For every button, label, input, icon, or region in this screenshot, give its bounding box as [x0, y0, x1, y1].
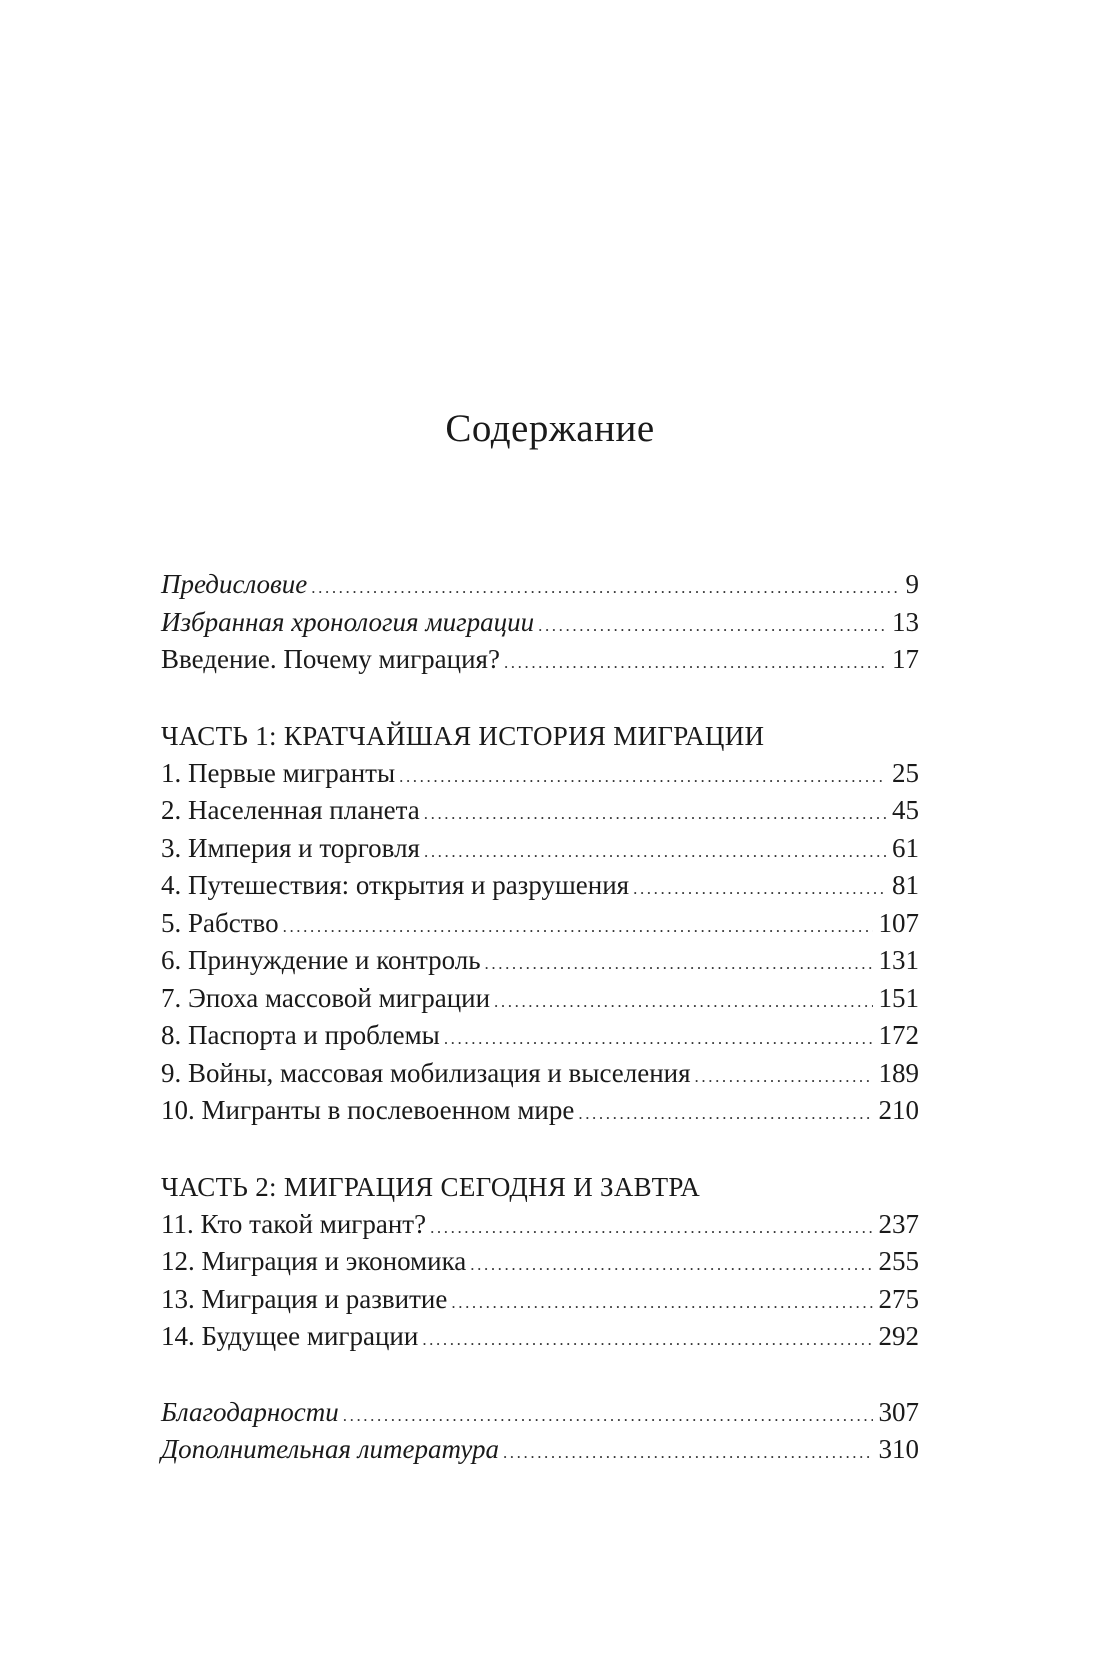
dot-leader — [311, 569, 899, 607]
toc-entry-chapter-9 — [161, 1055, 919, 1093]
front-matter-section — [161, 566, 919, 679]
toc-entry-preface — [161, 566, 919, 604]
toc-entry-chapter-1 — [161, 755, 919, 793]
toc-entry-page: 107 — [878, 907, 919, 938]
dot-leader — [695, 1058, 873, 1096]
toc-entry-label: 12. Миграция и экономика — [161, 1246, 467, 1276]
toc-entry-page: 172 — [878, 1020, 919, 1050]
toc-entry-chapter-13 — [161, 1281, 919, 1319]
dot-leader — [494, 983, 872, 1021]
toc-entry-page: 292 — [878, 1321, 919, 1351]
dot-leader — [444, 1020, 873, 1058]
toc-entry-page: 310 — [878, 1434, 919, 1464]
dot-leader — [504, 644, 886, 682]
toc-entry-acknowledgements — [161, 1394, 919, 1432]
dot-leader — [503, 1434, 873, 1472]
toc-entry-chapter-5 — [161, 905, 919, 943]
dot-leader — [578, 1095, 872, 1133]
toc-entry-label: 3. Империя и торговля — [161, 832, 420, 863]
dot-leader — [422, 1321, 872, 1359]
toc-entry-label: Избранная хронология миграции — [161, 606, 535, 637]
page-title: Содержание — [445, 407, 655, 450]
dot-leader — [430, 1209, 872, 1247]
toc-entry-page: 255 — [878, 1246, 919, 1276]
toc-entry-page: 307 — [878, 1396, 919, 1427]
toc-entry-label: 7. Эпоха массовой миграции — [161, 982, 491, 1013]
toc-entry-page: 17 — [892, 644, 919, 674]
toc-entry-label: 14. Будущее миграции — [161, 1321, 419, 1351]
dot-leader — [451, 1284, 872, 1322]
toc-entry-page: 45 — [892, 795, 919, 825]
toc-entry-page: 210 — [878, 1095, 919, 1125]
toc-entry-introduction — [161, 641, 919, 679]
toc-entry-label: 9. Войны, массовая мобилизация и выселения — [161, 1057, 691, 1088]
toc-entry-chapter-11 — [161, 1206, 919, 1244]
part-1-heading: ЧАСТЬ 1: КРАТЧАЙШАЯ ИСТОРИЯ МИГРАЦИИ — [161, 720, 765, 751]
toc-entry-chapter-4 — [161, 867, 919, 905]
toc-entry-page: 81 — [892, 870, 919, 900]
toc-entry-chapter-10 — [161, 1092, 919, 1130]
back-matter-section — [161, 1394, 919, 1469]
dot-leader — [633, 870, 886, 908]
toc-entry-chapter-6 — [161, 942, 919, 980]
dot-leader — [538, 607, 886, 645]
toc-entry-label: Введение. Почему миграция? — [161, 644, 500, 674]
toc-entry-further-reading — [161, 1431, 919, 1469]
toc-entry-page: 189 — [878, 1057, 919, 1088]
toc-entry-page: 61 — [892, 832, 919, 863]
dot-leader — [283, 908, 873, 946]
toc-entry-chapter-2 — [161, 792, 919, 830]
toc-entry-label: 2. Населенная планета — [161, 795, 420, 825]
dot-leader — [470, 1246, 872, 1284]
toc-entry-page: 25 — [892, 757, 919, 788]
toc-entry-page: 275 — [878, 1283, 919, 1314]
toc-entry-label: Благодарности — [161, 1396, 339, 1427]
toc-entry-label: Дополнительная литература — [161, 1434, 499, 1464]
toc-entry-label: 11. Кто такой мигрант? — [161, 1208, 427, 1239]
toc-entry-label: Предисловие — [161, 569, 308, 599]
toc-entry-chronology — [161, 604, 919, 642]
toc-entry-chapter-12 — [161, 1243, 919, 1281]
toc-entry-chapter-14 — [161, 1318, 919, 1356]
dot-leader — [343, 1397, 873, 1435]
toc-entry-page: 237 — [878, 1208, 919, 1239]
dot-leader — [424, 833, 886, 871]
toc-entry-chapter-3 — [161, 830, 919, 868]
part-2-heading: ЧАСТЬ 2: МИГРАЦИЯ СЕГОДНЯ И ЗАВТРА — [161, 1171, 701, 1202]
table-of-contents — [161, 566, 919, 1469]
toc-entry-chapter-7 — [161, 980, 919, 1018]
part-1-section — [161, 717, 919, 1130]
toc-entry-page: 151 — [878, 982, 919, 1013]
dot-leader — [485, 945, 873, 983]
toc-entry-label: 8. Паспорта и проблемы — [161, 1020, 440, 1050]
toc-entry-label: 13. Миграция и развитие — [161, 1283, 448, 1314]
part-2-section — [161, 1168, 919, 1356]
toc-entry-page: 13 — [892, 606, 919, 637]
toc-entry-label: 10. Мигранты в послевоенном мире — [161, 1095, 575, 1125]
toc-entry-page: 131 — [878, 945, 919, 975]
toc-entry-label: 5. Рабство — [161, 907, 279, 938]
toc-entry-label: 4. Путешествия: открытия и разрушения — [161, 870, 630, 900]
dot-leader — [424, 795, 886, 833]
toc-entry-chapter-8 — [161, 1017, 919, 1055]
dot-leader — [399, 758, 886, 796]
toc-entry-page: 9 — [905, 569, 919, 599]
toc-entry-label: 6. Принуждение и контроль — [161, 945, 481, 975]
toc-entry-label: 1. Первые мигранты — [161, 757, 396, 788]
